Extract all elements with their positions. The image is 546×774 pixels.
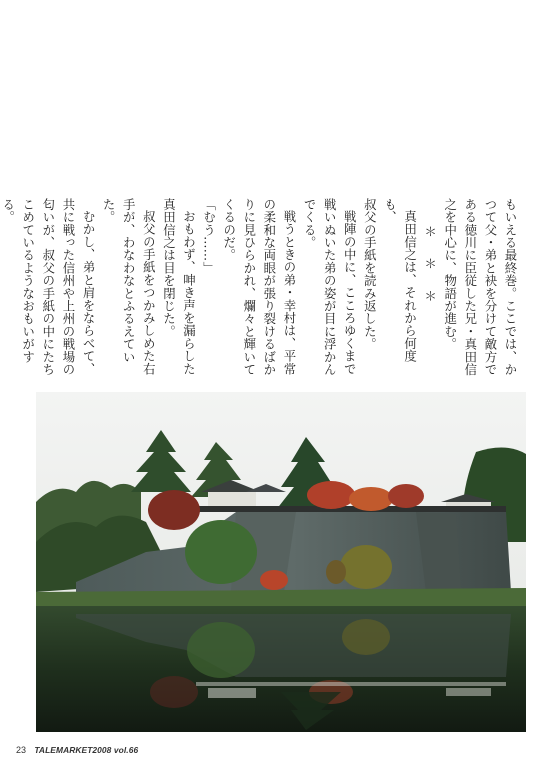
text-column: 真田信之は、それから何度も、 [382,198,418,363]
text-column: 之を中心に、物語が進む。 [442,198,458,351]
text-column: もいえる最終巻。ここでは、か [503,198,518,376]
text-column: ある徳川に臣従した兄・真田信 [462,198,478,376]
text-column: 戦いぬいた弟の姿が目に浮かん [322,198,338,376]
page-footer [16,745,138,759]
magazine-title: TALEMARKET2008 vol.66 [34,745,139,755]
text-column: こめているようなおもいがする。 [0,198,36,364]
text-column: くるのだ。 [221,198,237,262]
text-column: りに見ひらかれ、爛々と輝いて [241,198,257,376]
text-column: でくる。 [302,198,318,249]
text-column: の柔和な両眼が張り裂けるばか [261,198,277,376]
text-column: 真田信之は目を閉じた。 [161,198,177,338]
text-column: 手が、わなわなとふるえていた。 [101,198,137,364]
vertical-text-block [0,198,520,384]
text-column: 戦うときの弟・幸村は、平常 [281,210,297,376]
castle-photo [36,392,526,732]
text-column: 匂いが、叔父の手紙の中にたち [40,198,56,376]
page-number: 23 [16,745,27,755]
text-column: むかし、弟と肩をならべて、 [81,210,97,376]
text-column: 叔父の手紙をつかみしめた右 [141,210,157,376]
text-column: おもわず、呻き声を漏らした [181,210,197,376]
text-column: 戦陣の中に、こころゆくまで [342,210,358,376]
text-column: つて父・弟と袂を分けて敵方で [482,198,498,376]
text-column: 叔父の手紙を読み返した。 [362,198,378,351]
article-body [0,198,520,384]
castle-photo-illustration [36,392,526,732]
section-separator: ＊＊＊ [422,225,438,322]
text-column: 「むう……」 [201,198,217,275]
text-column: 共に戦った信州や上州の戦場の [60,198,76,376]
